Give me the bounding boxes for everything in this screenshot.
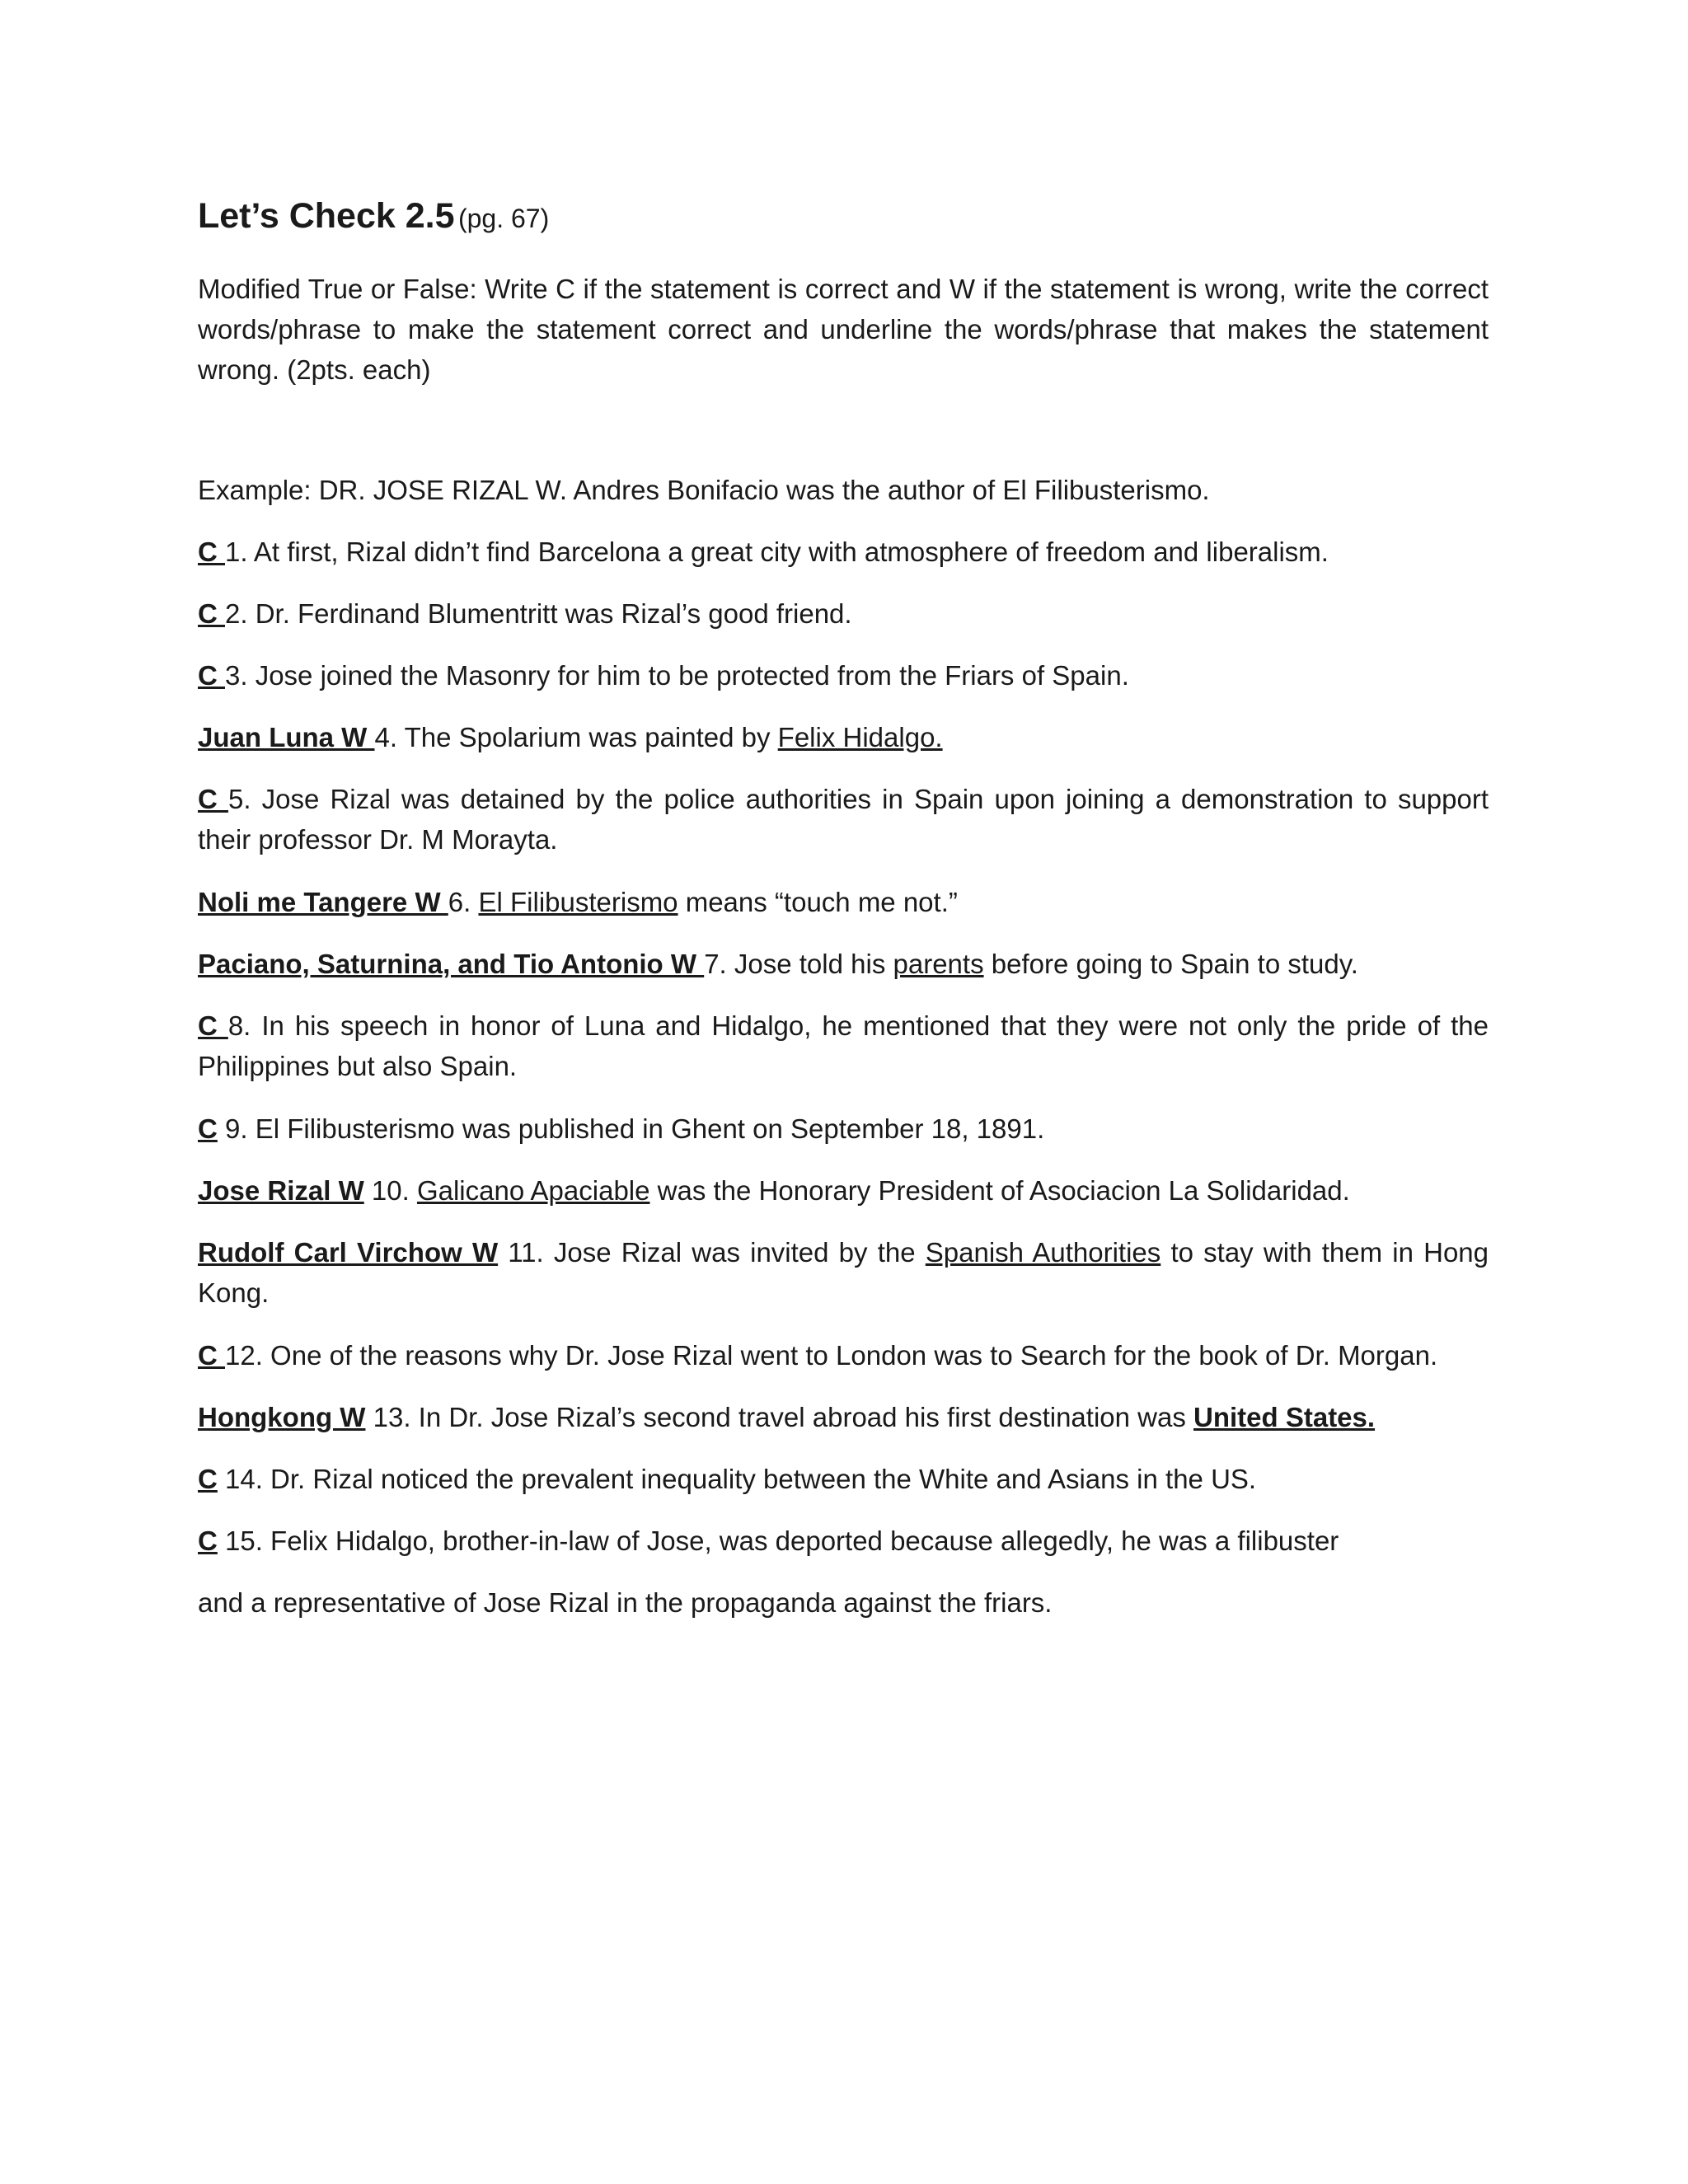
question-item-15 xyxy=(198,1521,1489,1561)
question-item-8 xyxy=(198,1005,1489,1086)
statement-text: 8. In his speech in honor of Luna and Hidalgo, he mentioned that they were not only the pride of the Philippines but also Spain. xyxy=(198,1010,1489,1081)
statement-text: 11. Jose Rizal was invited by the xyxy=(498,1237,926,1268)
question-item-3 xyxy=(198,655,1489,696)
page-heading xyxy=(198,196,549,237)
question-item-6 xyxy=(198,882,1489,922)
answer-label: Hongkong W xyxy=(198,1402,366,1432)
answer-label: C xyxy=(198,537,225,567)
example-line: Example: DR. JOSE RIZAL W. Andres Bonifacio was the author of El Filibusterismo. xyxy=(198,475,1210,505)
statement-text: 12. One of the reasons why Dr. Jose Rizal went to London was to Search for the book of Dr. Morgan. xyxy=(225,1340,1438,1371)
instructions-paragraph: Modified True or False: Write C if the statement is correct and W if the statement is wrong, write the correct words/phrase to make the statement correct and underline the words/phrase that makes the statement wrong. (2pts. each) xyxy=(198,274,1489,385)
wrong-phrase: United States. xyxy=(1193,1402,1376,1432)
statement-text: 13. In Dr. Jose Rizal’s second travel abroad his first destination was xyxy=(365,1402,1194,1432)
statement-text: 6. xyxy=(448,887,479,917)
statement-text-end: to stay with them in Hong Kong. xyxy=(198,1237,1489,1308)
question-item-5 xyxy=(198,779,1489,860)
question-item-4 xyxy=(198,717,1489,757)
statement-text: 4. The Spolarium was painted by xyxy=(374,722,778,752)
answer-label: C xyxy=(198,598,225,629)
answer-label: Paciano, Saturnina, and Tio Antonio W xyxy=(198,949,705,979)
question-item-11 xyxy=(198,1232,1489,1313)
continuation-line: and a representative of Jose Rizal in the propaganda against the friars. xyxy=(198,1587,1053,1618)
answer-label: Noli me Tangere W xyxy=(198,887,448,917)
statement-text: 5. Jose Rizal was detained by the police authorities in Spain upon joining a demonstration to support their professor Dr. M Morayta. xyxy=(198,784,1489,855)
wrong-phrase: Spanish Authorities xyxy=(925,1237,1161,1268)
question-item-12 xyxy=(198,1335,1489,1376)
question-item-2 xyxy=(198,593,1489,634)
statement-text: 10. xyxy=(363,1175,417,1206)
statement-text: 1. At first, Rizal didn’t find Barcelona a great city with atmosphere of freedom and liberalism. xyxy=(225,537,1329,567)
statement-text-end: was the Honorary President of Asociacion La Solidaridad. xyxy=(649,1175,1350,1206)
answer-label: C xyxy=(198,1464,218,1494)
question-item-7 xyxy=(198,944,1489,984)
statement-text-end: means “touch me not.” xyxy=(678,887,958,917)
statement-text: 7. Jose told his xyxy=(704,949,893,979)
statement-text: 2. Dr. Ferdinand Blumentritt was Rizal’s good friend. xyxy=(225,598,852,629)
answer-label: C xyxy=(198,660,225,691)
wrong-phrase: Felix Hidalgo. xyxy=(777,722,943,752)
answer-label: C xyxy=(198,1010,228,1041)
statement-text-end: before going to Spain to study. xyxy=(983,949,1358,979)
heading-page-ref: (pg. 67) xyxy=(457,204,550,233)
question-item-14 xyxy=(198,1459,1489,1499)
statement-text: 3. Jose joined the Masonry for him to be protected from the Friars of Spain. xyxy=(225,660,1129,691)
question-item-1 xyxy=(198,532,1489,572)
answer-label: Rudolf Carl Virchow W xyxy=(198,1237,499,1268)
answer-label: C xyxy=(198,1526,218,1556)
wrong-phrase: Galicano Apaciable xyxy=(416,1175,650,1206)
question-item-13 xyxy=(198,1397,1489,1437)
answer-label: C xyxy=(198,784,228,814)
heading-title: Let’s Check 2.5 xyxy=(198,196,455,236)
answer-label: Jose Rizal W xyxy=(198,1175,364,1206)
wrong-phrase: parents xyxy=(893,949,984,979)
answer-label: C xyxy=(198,1340,225,1371)
answer-label: Juan Luna W xyxy=(198,722,375,752)
statement-text: 15. Felix Hidalgo, brother-in-law of Jose, was deported because allegedly, he was a filibuster xyxy=(217,1526,1339,1556)
statement-text: 14. Dr. Rizal noticed the prevalent inequality between the White and Asians in the US. xyxy=(217,1464,1257,1494)
answer-label: C xyxy=(198,1113,218,1144)
statement-text: 9. El Filibusterismo was published in Ghent on September 18, 1891. xyxy=(217,1113,1045,1144)
question-item-10 xyxy=(198,1170,1489,1211)
question-item-9 xyxy=(198,1108,1489,1149)
wrong-phrase: El Filibusterismo xyxy=(478,887,678,917)
